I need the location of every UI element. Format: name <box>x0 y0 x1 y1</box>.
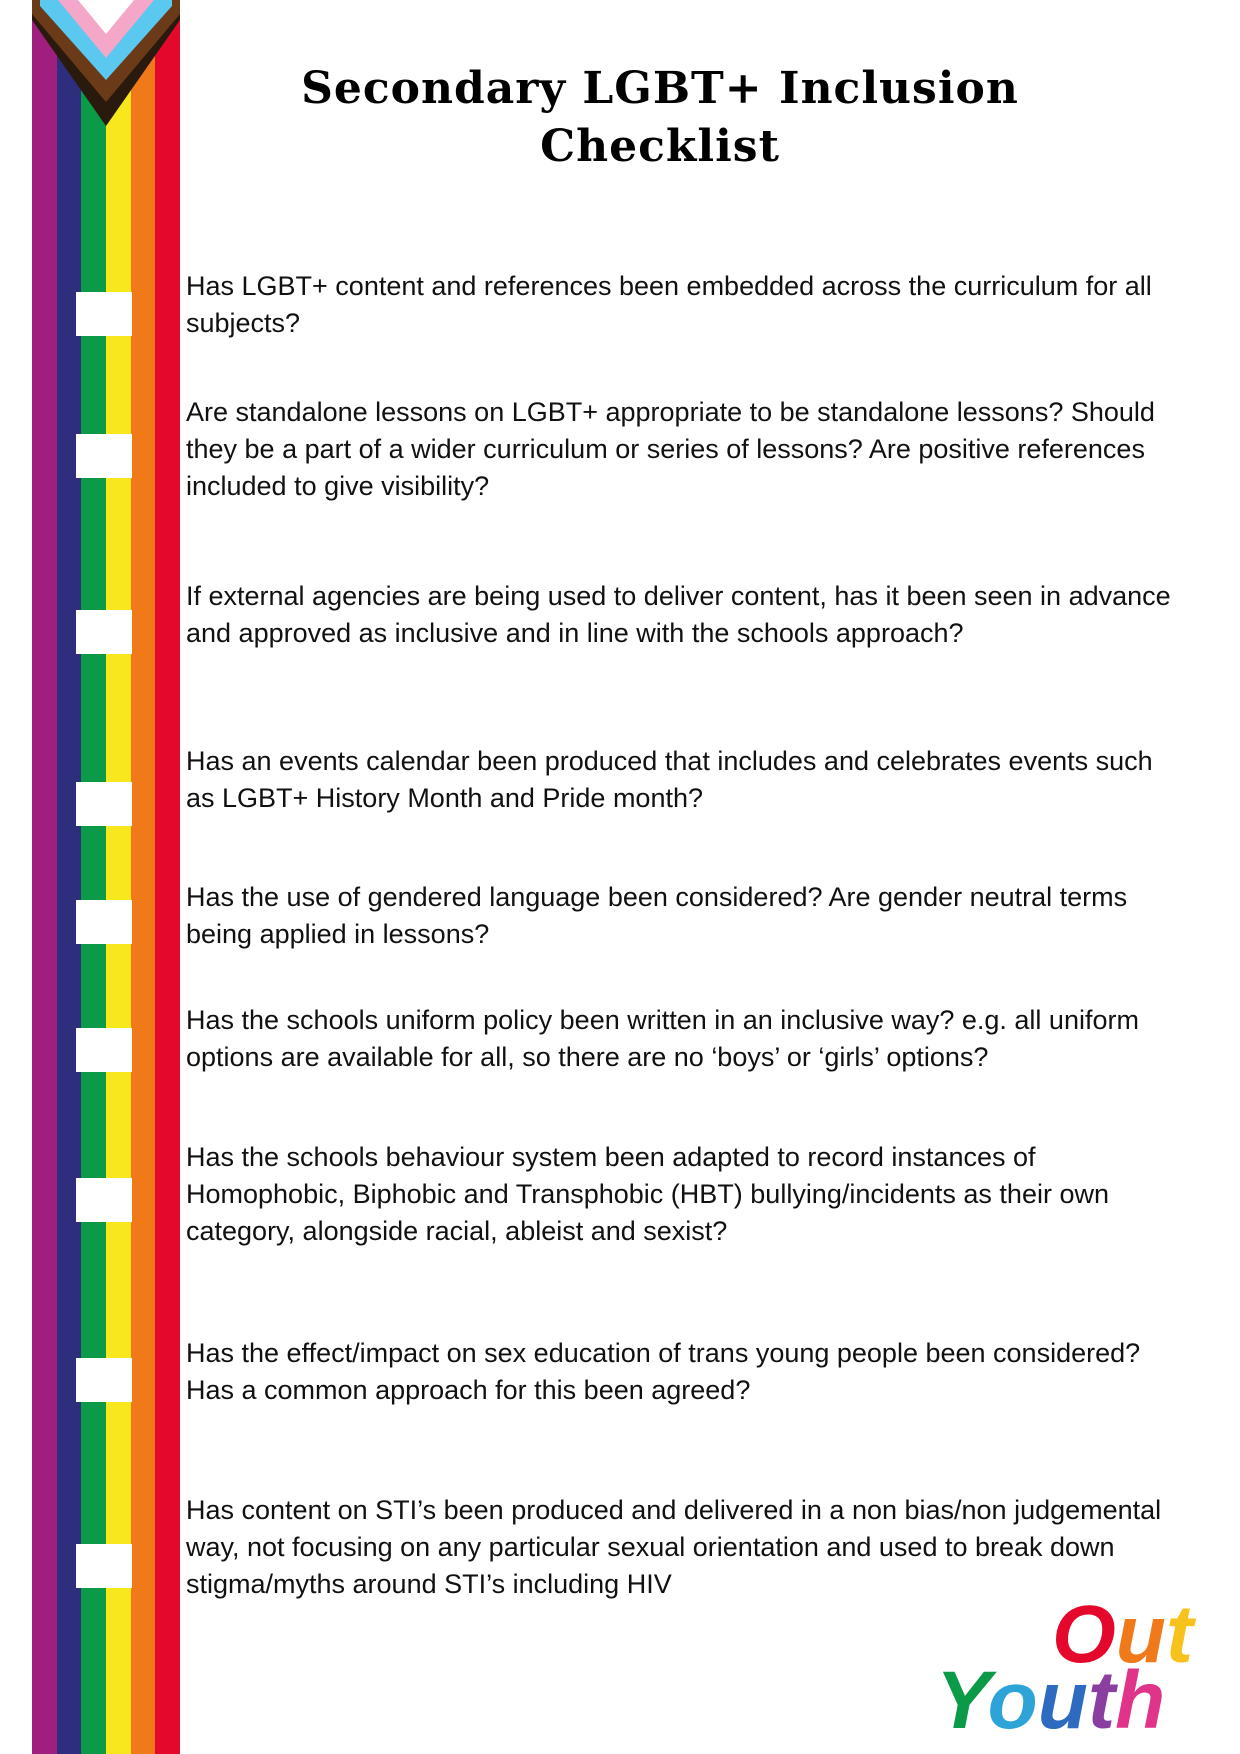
logo-letter-t2: t <box>1087 1655 1116 1736</box>
checklist-checkbox-8[interactable] <box>76 1358 132 1402</box>
logo-letter-h: h <box>1115 1655 1166 1736</box>
checklist-item-7: Has the schools behaviour system been adapted to record instances of Homophobic, Biphobic and Transphobic (HBT) bullying/incidents as their own category, alongside racial, ableist and sexist? <box>186 1142 1109 1246</box>
logo-letter-t: t <box>1165 1596 1194 1680</box>
checklist-checkbox-1[interactable] <box>76 292 132 336</box>
checklist-item-1: Has LGBT+ content and references been embedded across the curriculum for all subjects? <box>186 271 1152 338</box>
logo-letter-o2: o <box>987 1655 1038 1736</box>
out-youth-logo <box>932 1596 1214 1736</box>
checklist-checkbox-2[interactable] <box>76 434 132 478</box>
checklist-checkbox-9[interactable] <box>76 1544 132 1588</box>
checklist-item-9: Has content on STI’s been produced and delivered in a non bias/non judgemental way, not focusing on any particular sexual orientation and used to break down stigma/myths around STI’s including HIV <box>186 1495 1162 1599</box>
pride-stripe-green <box>81 0 106 1754</box>
logo-letter-u2: u <box>1037 1655 1088 1736</box>
pride-flag-sidebar <box>32 0 180 1754</box>
logo-letter-u: u <box>1115 1596 1166 1680</box>
pride-stripe-blue <box>57 0 82 1754</box>
checklist-item-4: Has an events calendar been produced that includes and celebrates events such as LGBT+ History Month and Pride month? <box>186 746 1153 813</box>
page-title-line-2: Checklist <box>540 121 780 172</box>
pride-stripe-yellow <box>106 0 131 1754</box>
checklist-item-2: Are standalone lessons on LGBT+ appropriate to be standalone lessons? Should they be a part of a wider curriculum or series of lessons? Are positive references included to give visibility? <box>186 397 1155 501</box>
checklist-item-5: Has the use of gendered language been considered? Are gender neutral terms being applied in lessons? <box>186 882 1128 949</box>
page-title <box>300 60 1020 176</box>
checklist-checkbox-7[interactable] <box>76 1178 132 1222</box>
checklist-checkbox-5[interactable] <box>76 900 132 944</box>
checklist-item-8: Has the effect/impact on sex education of trans young people been considered? Has a common approach for this been agreed? <box>186 1338 1141 1405</box>
pride-stripe-purple <box>32 0 57 1754</box>
checklist-checkbox-4[interactable] <box>76 782 132 826</box>
checklist-checkbox-3[interactable] <box>76 610 132 654</box>
pride-stripe-red <box>155 0 180 1754</box>
page-title-line-1: Secondary LGBT+ Inclusion <box>301 63 1019 114</box>
checklist-item-3: If external agencies are being used to deliver content, has it been seen in advance and approved as inclusive and in line with the schools approach? <box>186 581 1171 648</box>
checklist-checkbox-6[interactable] <box>76 1028 132 1072</box>
checklist-item-6: Has the schools uniform policy been written in an inclusive way? e.g. all uniform options are available for all, so there are no ‘boys’ or ‘girls’ options? <box>186 1005 1139 1072</box>
logo-letter-o: O <box>1052 1596 1116 1680</box>
pride-stripe-orange <box>131 0 156 1754</box>
logo-word-youth <box>936 1655 1165 1736</box>
logo-letter-y: Y <box>936 1655 988 1736</box>
